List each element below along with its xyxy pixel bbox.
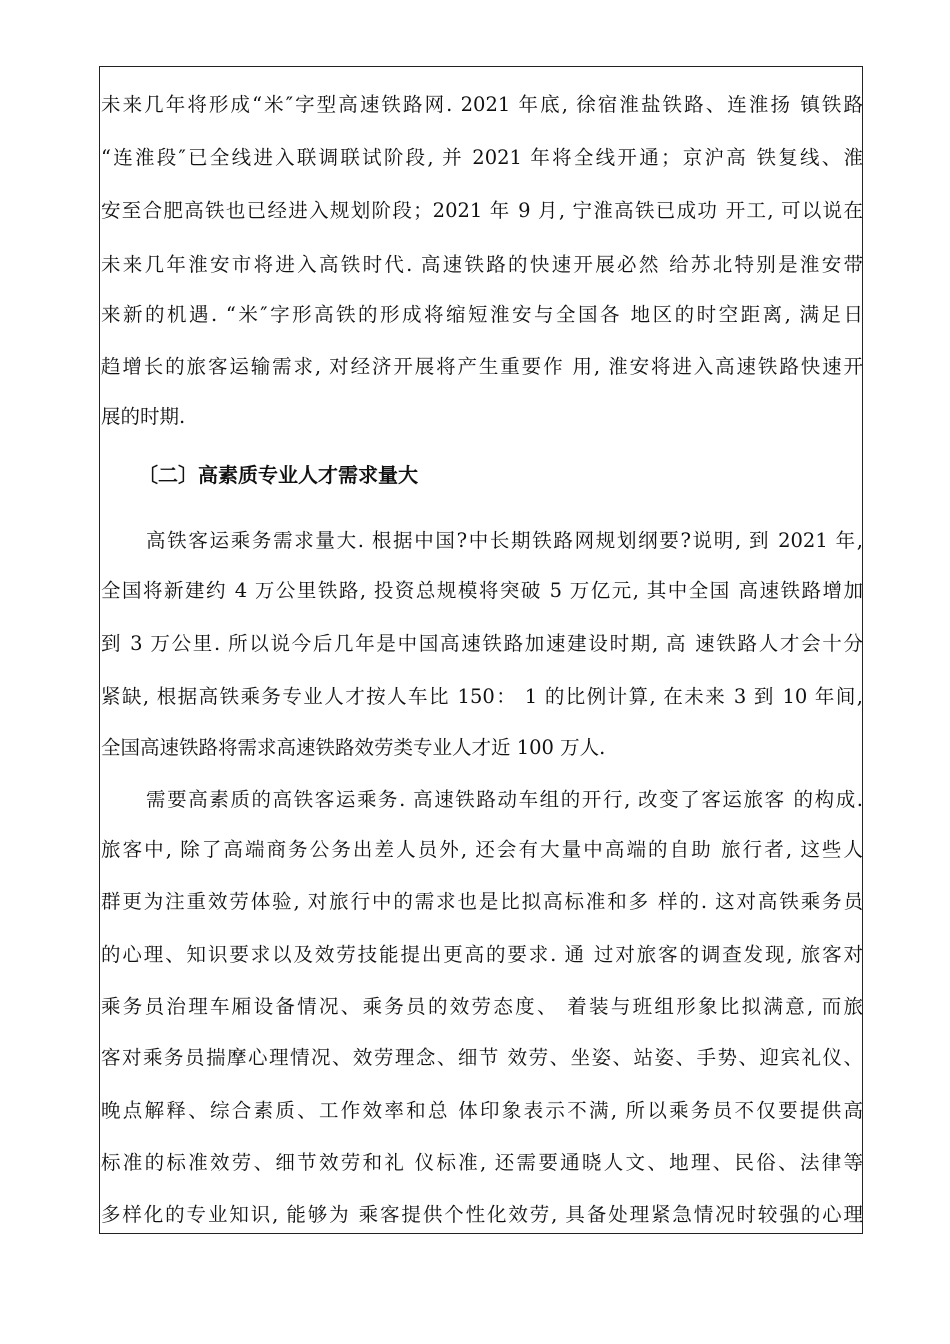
para1-line-3: 安至合肥高铁也已经进入规划阶段；2021 年 9 月, 宁淮高铁已成功 开工, 可以说在 (101, 199, 863, 222)
para3-line-1: 需要高素质的高铁客运乘务. 高速铁路动车组的开行, 改变了客运旅客 的构成. (146, 788, 863, 811)
para2-line-2: 全国将新建约 4 万公里铁路, 投资总规模将突破 5 万亿元, 其中全国 高速铁路增加 (101, 579, 863, 602)
para1-line-7: 展的时期. (101, 405, 186, 428)
para1-line-4: 未来几年淮安市将进入高铁时代. 高速铁路的快速开展必然 给苏北特别是淮安带 (101, 253, 863, 276)
para2-line-4: 紧缺, 根据高铁乘务专业人才按人车比 150： 1 的比例计算, 在未来 3 到 10 年间, (101, 685, 863, 708)
para3-line-2: 旅客中, 除了高端商务公务出差人员外, 还会有大量中高端的自助 旅行者, 这些人 (101, 838, 863, 861)
para1-line-5: 来新的机遇. “米″字形高铁的形成将缩短淮安与全国各 地区的时空距离, 满足日 (101, 303, 863, 326)
para3-line-3: 群更为注重效劳体验, 对旅行中的需求也是比拟高标准和多 样的. 这对高铁乘务员 (101, 890, 863, 913)
para1-line-2: “连淮段″已全线进入联调联试阶段, 并 2021 年将全线开通；京沪高 铁复线、淮 (101, 146, 863, 169)
para1-line-1: 未来几年将形成“米″字型高速铁路网. 2021 年底, 徐宿淮盐铁路、连淮扬 镇铁路 (101, 93, 863, 116)
para3-line-4: 的心理、知识要求以及效劳技能提出更高的要求. 通 过对旅客的调查发现, 旅客对 (101, 943, 863, 966)
para2-line-5: 全国高速铁路将需求高速铁路效劳类专业人才近 100 万人. (101, 736, 606, 759)
para2-line-3: 到 3 万公里. 所以说今后几年是中国高速铁路加速建设时期, 高 速铁路人才会十分 (101, 632, 863, 655)
para3-line-8: 标准的标准效劳、细节效劳和礼 仪标准, 还需要通晓人文、地理、民俗、法律等 (101, 1151, 863, 1174)
para3-line-7: 晚点解释、综合素质、工作效率和总 体印象表示不满, 所以乘务员不仅要提供高 (101, 1099, 863, 1122)
section-heading: 〔二〕高素质专业人才需求量大 (138, 463, 418, 487)
para3-line-9: 多样化的专业知识, 能够为 乘客提供个性化效劳, 具备处理紧急情况时较强的心理 (101, 1203, 863, 1226)
para1-line-6: 趋增长的旅客运输需求, 对经济开展将产生重要作 用, 淮安将进入高速铁路快速开 (101, 355, 863, 378)
para3-line-6: 客对乘务员揣摩心理情况、效劳理念、细节 效劳、坐姿、站姿、手势、迎宾礼仪、 (101, 1046, 863, 1069)
para3-line-5: 乘务员治理车厢设备情况、乘务员的效劳态度、 着装与班组形象比拟满意, 而旅 (101, 995, 863, 1018)
para2-line-1: 高铁客运乘务需求量大. 根据中国?中长期铁路网规划纲要?说明, 到 2021 年, (146, 529, 863, 552)
